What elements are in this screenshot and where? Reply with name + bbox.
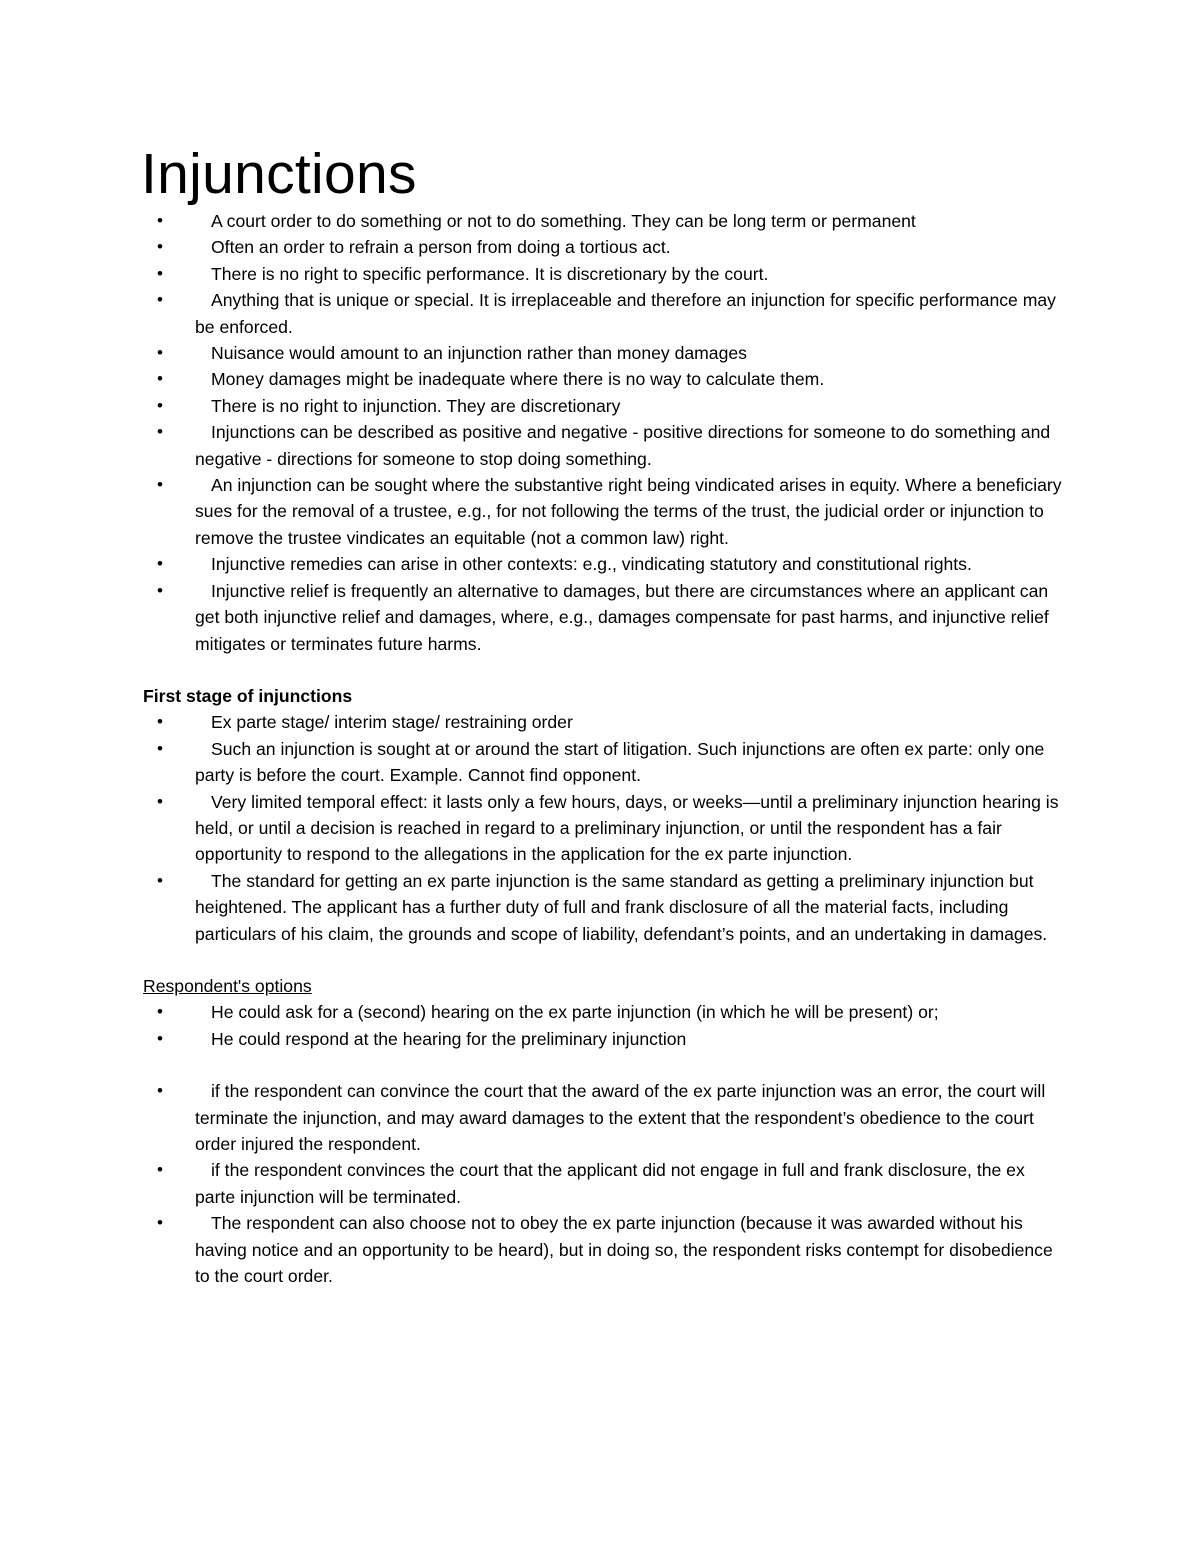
- list-item: [143, 287, 1063, 340]
- list-item-text: Very limited temporal effect: it lasts only a few hours, days, or weeks—until a preliminary injunction hearing is held, or until a decision is reached in regard to a preliminary injunction, or until the respondent has a fair opportunity to respond to the allegations in the application for the ex parte injunction.: [195, 791, 1059, 865]
- list-item: [143, 366, 1063, 392]
- list-item-text: Nuisance would amount to an injunction rather than money damages: [211, 343, 747, 364]
- document-body: [143, 140, 1063, 1289]
- list-item: [143, 999, 1063, 1025]
- list-item: [143, 1026, 1063, 1052]
- bullet-icon: •: [157, 870, 163, 890]
- bullet-icon: •: [157, 1028, 163, 1048]
- bullet-icon: •: [157, 237, 163, 257]
- list-item: [143, 340, 1063, 366]
- list-item-text: Injunctions can be described as positive and negative - positive directions for someone to do something and negative - directions for someone to stop doing something.: [195, 422, 1051, 469]
- list-item: [143, 393, 1063, 419]
- bullet-icon: •: [157, 475, 163, 495]
- bullet-icon: •: [157, 211, 163, 230]
- list-item-text: The respondent can also choose not to obey the ex parte injunction (because it was awarded without his having notice and an opportunity to be heard), but in doing so, the respondent risks contempt for disobedience to the court order.: [195, 1213, 1053, 1287]
- bullet-icon: •: [157, 369, 163, 389]
- list-item-text: There is no right to injunction. They are discretionary: [211, 395, 621, 416]
- bullet-icon: •: [157, 1002, 163, 1022]
- list-item: [143, 709, 1063, 735]
- list-item: [143, 208, 1063, 234]
- bullet-icon: •: [157, 290, 163, 310]
- list-item-text: Such an injunction is sought at or around the start of litigation. Such injunctions are often ex parte: only one party is before the court. Example. Cannot find opponent.: [195, 738, 1045, 786]
- list-item: [143, 868, 1063, 947]
- bullet-icon: •: [157, 712, 163, 732]
- list-item: [143, 261, 1063, 287]
- bullet-icon: •: [157, 1081, 163, 1101]
- first-stage-bullet-list: [143, 709, 1063, 947]
- intro-bullet-list: [143, 208, 1063, 657]
- bullet-icon: •: [157, 791, 163, 811]
- list-item-text: Ex parte stage/ interim stage/ restraining order: [211, 712, 573, 733]
- bullet-icon: •: [157, 343, 163, 363]
- list-item-text: A court order to do something or not to do something. They can be long term or permanent: [211, 211, 916, 231]
- list-item-text: Anything that is unique or special. It is irreplaceable and therefore an injunction for specific performance may be enforced.: [195, 290, 1056, 337]
- list-item-text: if the respondent can convince the court that the award of the ex parte injunction was an error, the court will terminate the injunction, and may award damages to the extent that the respondent’s obedience to the court order injured the respondent.: [195, 1081, 1046, 1154]
- bullet-icon: •: [157, 580, 163, 600]
- bullet-icon: •: [157, 422, 163, 442]
- list-item-text: Injunctive relief is frequently an alternative to damages, but there are circumstances where an applicant can get both injunctive relief and damages, where, e.g., damages compensate for past harms, and injunctive relief mitigates or terminates future harms.: [195, 580, 1049, 654]
- list-item-text: He could respond at the hearing for the preliminary injunction: [211, 1028, 687, 1049]
- list-item: [143, 551, 1063, 577]
- list-item-text: There is no right to specific performance. It is discretionary by the court.: [211, 263, 769, 284]
- bullet-icon: •: [157, 1213, 163, 1233]
- bullet-icon: •: [157, 554, 163, 574]
- list-item: [143, 736, 1063, 789]
- list-item: [143, 1078, 1063, 1157]
- list-item-text: An injunction can be sought where the substantive right being vindicated arises in equity. Where a beneficiary sues for the removal of a trustee, e.g., for not following the terms of the trust, the judicial order or injunction to remove the trustee vindicates an equitable (not a common law) right.: [195, 475, 1062, 548]
- list-item-text: if the respondent convinces the court that the applicant did not engage in full and frank disclosure, the ex parte injunction will be terminated.: [195, 1160, 1025, 1207]
- respondent-options-heading: Respondent's options: [143, 975, 312, 996]
- list-item: [143, 472, 1063, 551]
- list-item-text: He could ask for a (second) hearing on the ex parte injunction (in which he will be present) or;: [211, 1002, 939, 1023]
- list-item: [143, 1210, 1063, 1289]
- bullet-icon: •: [157, 263, 163, 283]
- list-item-text: Injunctive remedies can arise in other contexts: e.g., vindicating statutory and constitutional rights.: [211, 554, 972, 575]
- list-item: [143, 789, 1063, 868]
- document-title: Injunctions: [141, 142, 417, 206]
- first-stage-heading: First stage of injunctions: [143, 685, 353, 706]
- list-item-text: Often an order to refrain a person from doing a tortious act.: [211, 237, 671, 258]
- bullet-icon: •: [157, 1160, 163, 1180]
- list-item: [143, 578, 1063, 657]
- bullet-icon: •: [157, 738, 163, 758]
- respondent-options-bullet-list: [143, 999, 1063, 1289]
- list-item-text: Money damages might be inadequate where there is no way to calculate them.: [211, 369, 825, 390]
- list-item: [143, 1157, 1063, 1210]
- bullet-icon: •: [157, 395, 163, 415]
- list-item: [143, 419, 1063, 472]
- list-item: [143, 234, 1063, 260]
- list-item-text: The standard for getting an ex parte injunction is the same standard as getting a preliminary injunction but heightened. The applicant has a further duty of full and frank disclosure of all the material facts, including particulars of his claim, the grounds and scope of liability, defendant’s points, and an undertaking in damages.: [195, 870, 1048, 944]
